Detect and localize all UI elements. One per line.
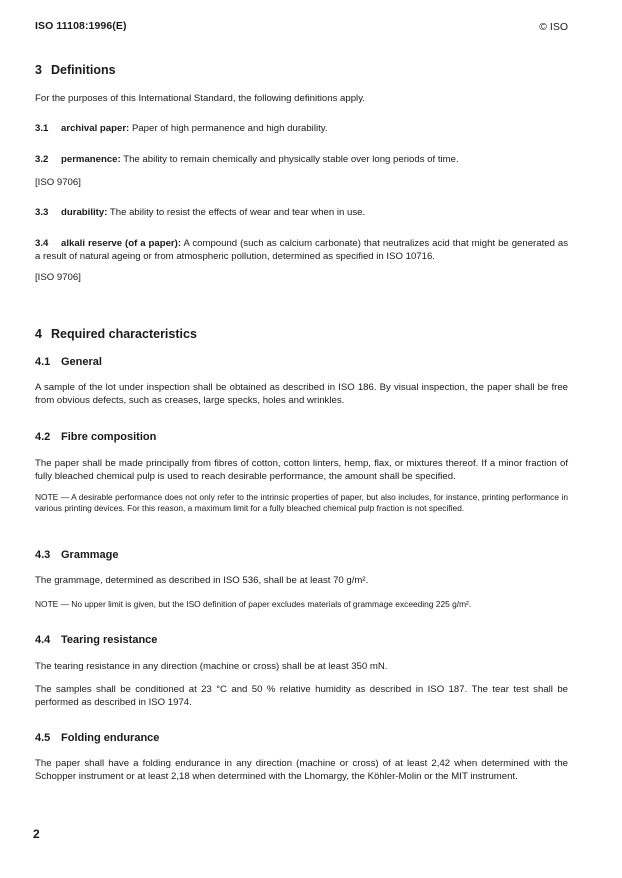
subsection-4-2-note: NOTE — A desirable performance does not only refer to the intrinsic properties of paper, but also includes, for instance, printing performance in various printing devices. For this reason, a maximum limit for a fully bleached chemical pulp fraction is not specified. [35,492,568,513]
subsection-4-3-note: NOTE — No upper limit is given, but the ISO definition of paper excludes materials of grammage exceeding 225 g/m². [35,599,472,609]
definition-3-1 [35,123,568,136]
subsection-number: 4.1 [35,356,51,368]
subsection-number: 4.2 [35,431,51,443]
subsection-title: Tearing resistance [61,634,158,646]
subsection-4-4-text: The tearing resistance in any direction (machine or cross) shall be at least 350 mN. [35,661,388,672]
definition-number: 3.1 [35,123,49,134]
definition-number: 3.3 [35,207,49,218]
definition-term: archival paper: [61,123,130,134]
subsection-4-3-text: The grammage, determined as described in ISO 536, shall be at least 70 g/m². [35,575,369,586]
definition-reference: [ISO 9706] [35,272,81,283]
section-title: Required characteristics [51,327,197,341]
definition-text: The ability to resist the effects of wear and tear when in use. [109,207,366,218]
definition-3-4 [35,238,568,263]
definition-term: permanence: [61,154,121,165]
definition-3-2 [35,154,568,167]
subsection-title: Fibre composition [61,431,157,443]
definition-text: A compound (such as calcium carbonate) that neutralizes acid that might be generated as a result of natural ageing or from atmospheric pollution, determined as specified in ISO 10716. [35,238,568,262]
definition-text: The ability to remain chemically and physically stable over long periods of time. [123,154,459,165]
subsection-title: Folding endurance [61,732,160,744]
section-3-intro: For the purposes of this International Standard, the following definitions apply. [35,93,365,104]
copyright-mark: © ISO [539,21,568,33]
subsection-4-2-heading [35,431,156,443]
definition-3-3 [35,207,568,220]
document-id: ISO 11108:1996(E) [35,20,127,32]
subsection-title: Grammage [61,549,119,561]
section-title: Definitions [51,63,116,77]
section-number: 3 [35,63,42,77]
subsection-number: 4.3 [35,549,51,561]
definition-term: durability: [61,207,108,218]
definition-text: Paper of high permanence and high durability. [131,123,328,134]
subsection-number: 4.5 [35,732,51,744]
subsection-4-5-heading [35,732,159,744]
subsection-title: General [61,356,102,368]
subsection-4-2-text: The paper shall be made principally from fibres of cotton, cotton linters, hemp, flax, or mixtures thereof. If a minor fraction of fully bleached chemical pulp is used to reach desirable performance, the amount shall be specified. [35,458,568,482]
subsection-4-3-heading [35,549,118,561]
subsection-number: 4.4 [35,634,51,646]
definition-number: 3.2 [35,154,49,165]
definition-number: 3.4 [35,238,49,249]
subsection-4-4-text-conditioning: The samples shall be conditioned at 23 °C and 50 % relative humidity as described in ISO 187. The tear test shall be performed as described in ISO 1974. [35,684,568,708]
subsection-4-4-heading [35,634,157,646]
page-number: 2 [33,827,40,841]
subsection-4-1-heading [35,356,102,368]
section-4-heading [35,327,197,341]
subsection-4-5-text: The paper shall have a folding endurance in any direction (machine or cross) of at least 2,42 when determined with the Schopper instrument or at least 2,18 when determined with the Lhomargy, the Köhler-Molin or the MIT instrument. [35,758,568,782]
section-3-heading [35,63,116,77]
section-number: 4 [35,327,42,341]
subsection-4-1-text: A sample of the lot under inspection shall be obtained as described in ISO 186. By visual inspection, the paper shall be free from obvious defects, such as creases, large specks, holes and wrinkles. [35,382,568,406]
definition-term: alkali reserve (of a paper): [61,238,182,249]
definition-reference: [ISO 9706] [35,177,81,188]
